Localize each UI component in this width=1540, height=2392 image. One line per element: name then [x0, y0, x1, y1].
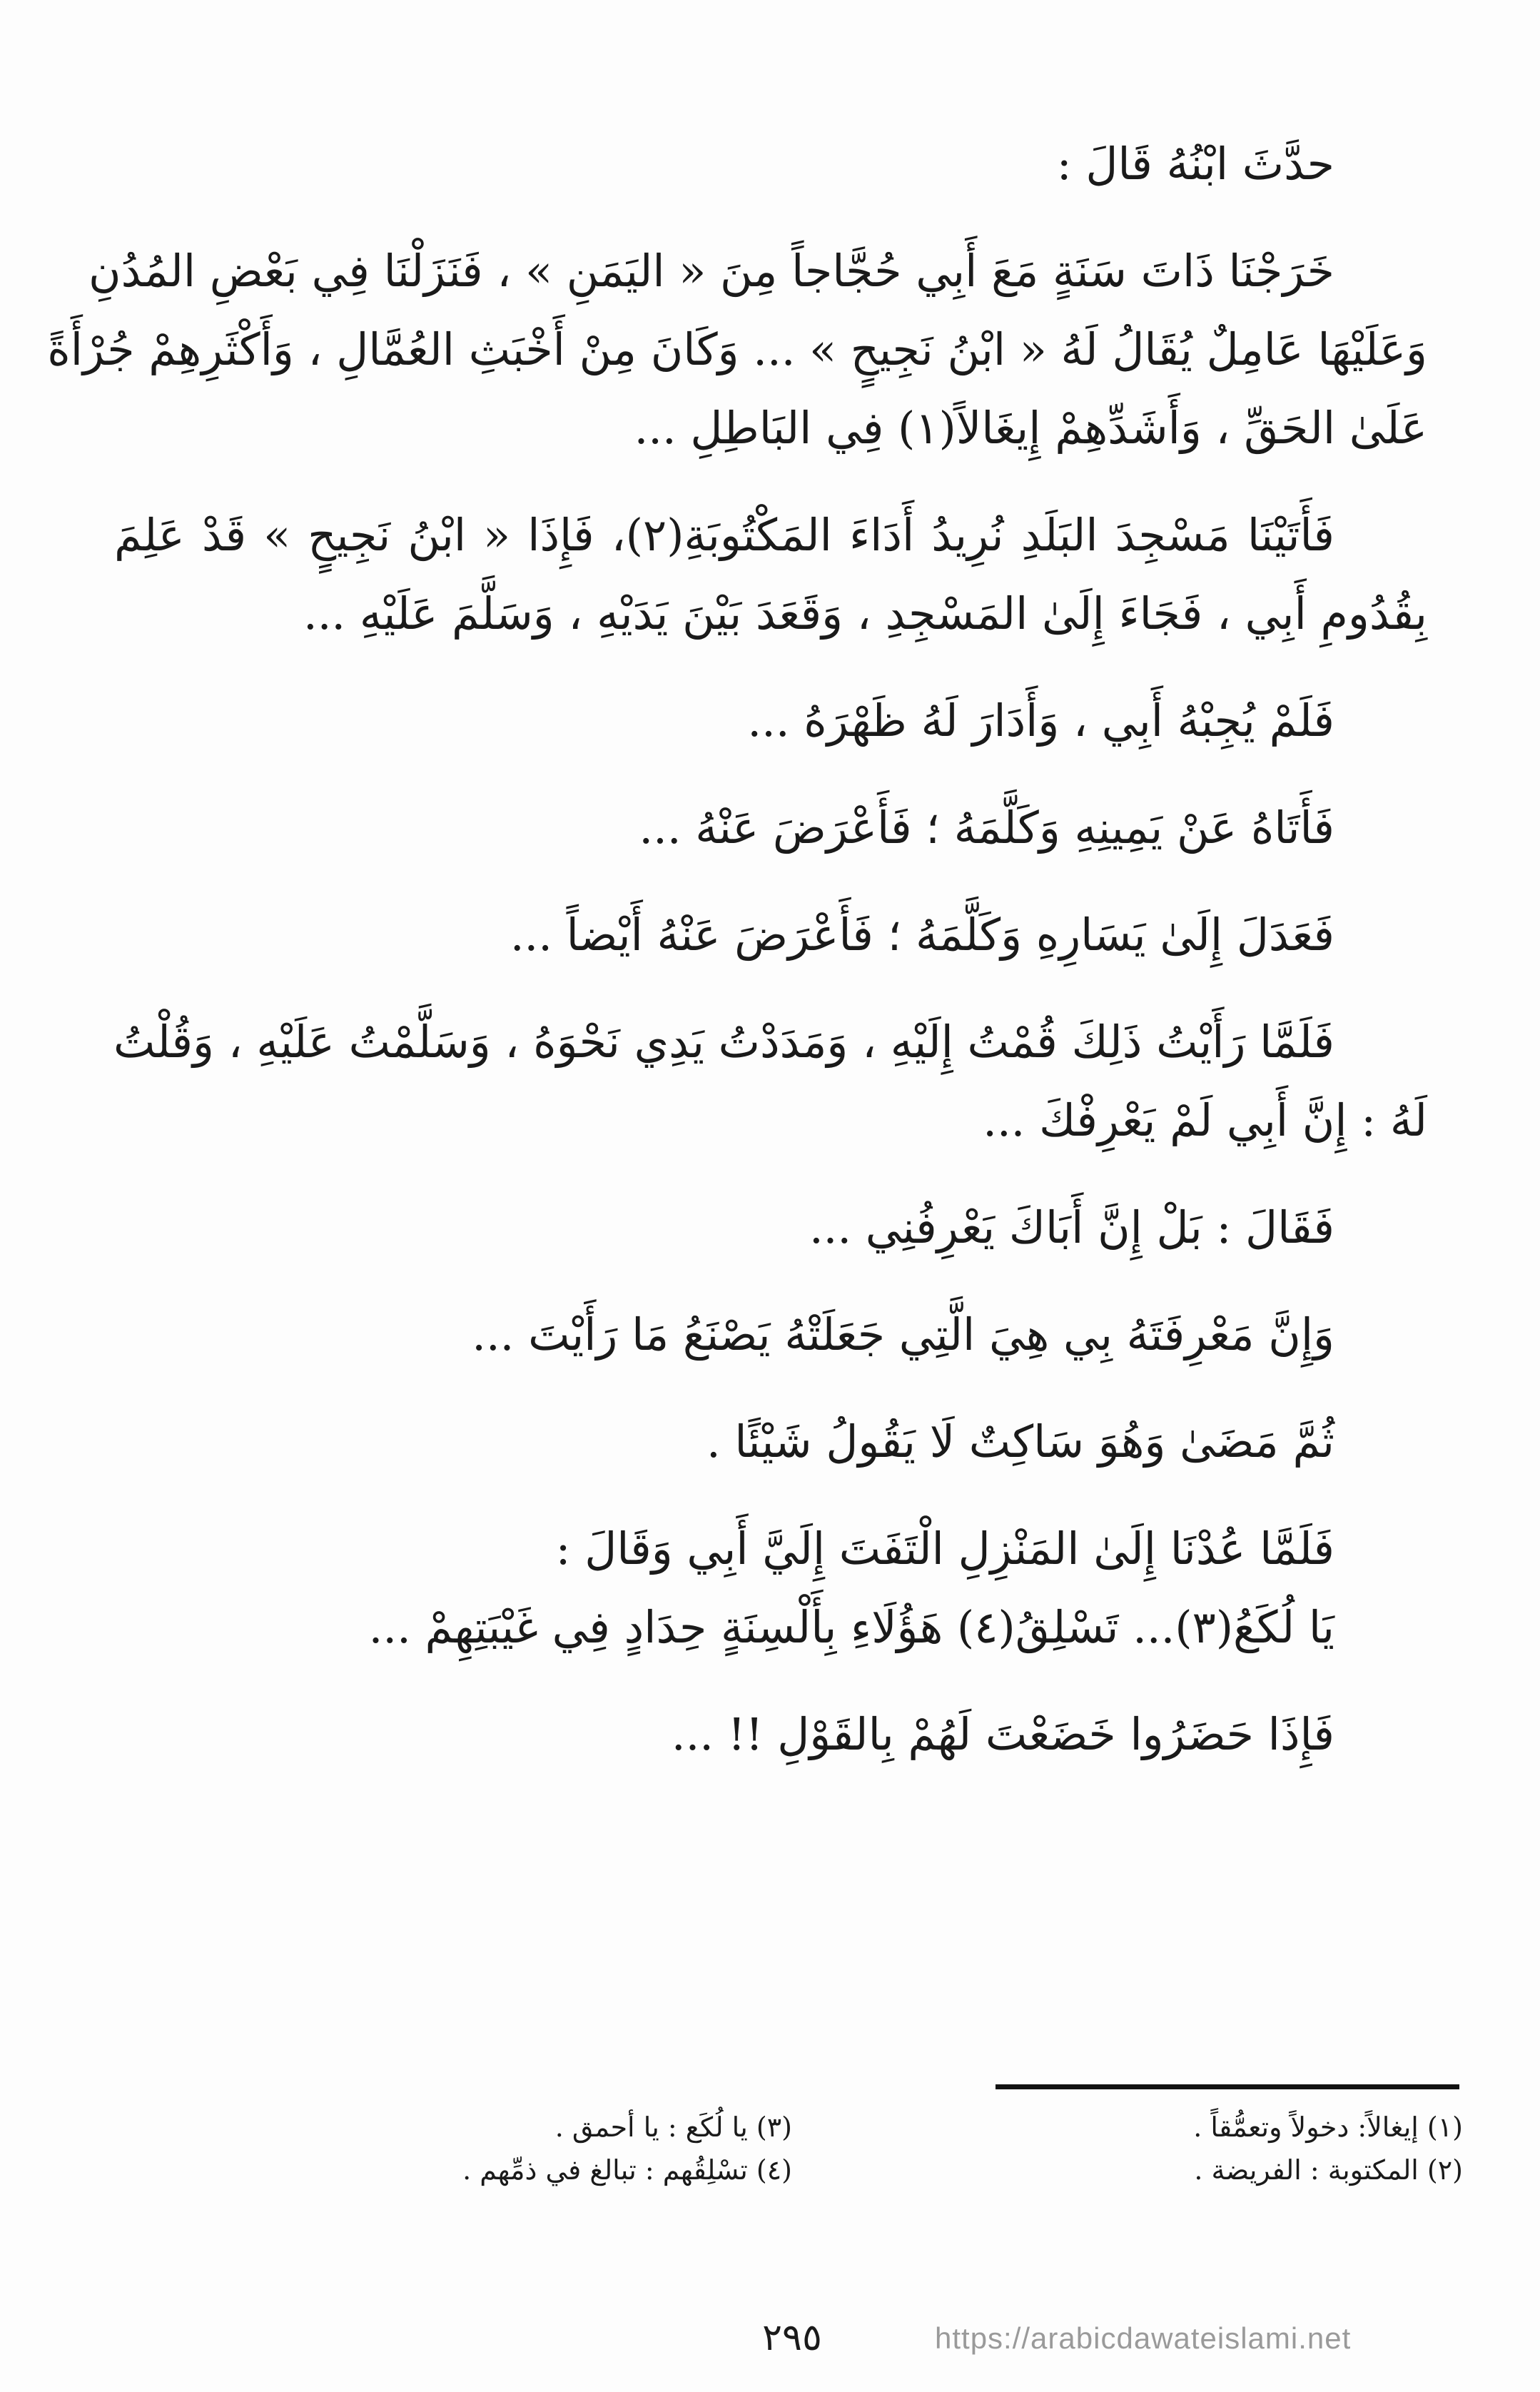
paragraph-6 [114, 1003, 1427, 1160]
paragraph-11: يَا لُكَعُ(٣)... تَسْلِقُ(٤) هَؤُلَاءِ بِأَلْسِنَةٍ حِدَادٍ فِي غَيْبَتِهِمْ ... [368, 1601, 1334, 1653]
text-line: فَأَتَيْنَا مَسْجِدَ البَلَدِ نُرِيدُ أَدَاءَ المَكْتُوبَةِ(٢)، فَإِذَا « ابْنُ نَجِيحٍ » قَدْ عَلِمَ [114, 509, 1334, 561]
paragraph-9: ثُمَّ مَضَىٰ وَهُوَ سَاكِتٌ لَا يَقُولُ شَيْئًا . [706, 1415, 1334, 1468]
opening-line: حدَّثَ ابْنُهُ قَالَ : [1056, 138, 1334, 190]
paragraph-8: وَإِنَّ مَعْرِفَتَهُ بِي هِيَ الَّتِي جَعَلَتْهُ يَصْنَعُ مَا رَأَيْتَ ... [472, 1308, 1334, 1361]
text-line: عَلَىٰ الحَقِّ ، وَأَشَدِّهِمْ إِيغَالاً(١) فِي البَاطِلِ ... [634, 402, 1427, 454]
paragraph-10: فَلَمَّا عُدْنَا إِلَىٰ المَنْزِلِ الْتَفَتَ إِلَيَّ أَبِي وَقَالَ : [555, 1523, 1334, 1575]
paragraph-5: فَعَدَلَ إِلَىٰ يَسَارِهِ وَكَلَّمَهُ ؛ فَأَعْرَضَ عَنْهُ أَيْضاً ... [510, 909, 1334, 961]
footnote-3: (٣) يا لُكَع : يا أحمق . [554, 2111, 792, 2143]
paragraph-7: فَقَالَ : بَلْ إِنَّ أَبَاكَ يَعْرِفُنِي ... [809, 1201, 1334, 1253]
paragraph-4: فَأَتَاهُ عَنْ يَمِينِهِ وَكَلَّمَهُ ؛ فَأَعْرَضَ عَنْهُ ... [639, 802, 1334, 854]
footnotes-left-column [335, 2106, 792, 2191]
paragraph-12: فَإِذَا حَضَرُوا خَضَعْتَ لَهُمْ بِالقَوْلِ !! ... [671, 1708, 1334, 1760]
paragraph-1 [47, 232, 1427, 468]
footnote-4: (٤) تسْلِقُهم : تبالغ في ذمِّهم . [462, 2154, 792, 2186]
text-line: فَلَمَّا رَأَيْتُ ذَلِكَ قُمْتُ إِلَيْهِ ، وَمَدَدْتُ يَدِي نَحْوَهُ ، وَسَلَّمْتُ عَلَيْهِ ، وَقُلْتُ [113, 1016, 1334, 1068]
footnote-2: (٢) المكتوبة : الفريضة . [1194, 2154, 1463, 2186]
text-line: لَهُ : إِنَّ أَبِي لَمْ يَعْرِفْكَ ... [983, 1094, 1427, 1146]
footnotes-right-column [963, 2106, 1463, 2191]
text-line: وَعَلَيْهَا عَامِلٌ يُقَالُ لَهُ « ابْنُ نَجِيحٍ » ... وَكَانَ مِنْ أَخْبَثِ العُمَّالِ ، وَأَكْثَرِهِمْ جُرْأَةً [47, 323, 1427, 375]
paragraph-3: فَلَمْ يُجِبْهُ أَبِي ، وَأَدَارَ لَهُ ظَهْرَهُ ... [747, 695, 1334, 747]
main-text [47, 125, 1427, 1774]
footnote-1: (١) إيغالاً: دخولاً وتعمُّقاً . [1193, 2111, 1463, 2143]
watermark-url: https://arabicdawateislami.net [935, 2321, 1352, 2355]
text-line: خَرَجْنَا ذَاتَ سَنَةٍ مَعَ أَبِي حُجَّاجاً مِنَ « اليَمَنِ » ، فَنَزَلْنَا فِي بَعْضِ المُدُنِ [88, 245, 1334, 297]
footnote-divider [996, 2084, 1459, 2089]
text-line: بِقُدُومِ أَبِي ، فَجَاءَ إِلَىٰ المَسْجِدِ ، وَقَعَدَ بَيْنَ يَدَيْهِ ، وَسَلَّمَ عَلَيْهِ ... [303, 587, 1427, 640]
page-number: ٢٩٥ [762, 2316, 822, 2359]
footnotes [335, 2106, 1463, 2191]
paragraph-2 [114, 496, 1427, 653]
